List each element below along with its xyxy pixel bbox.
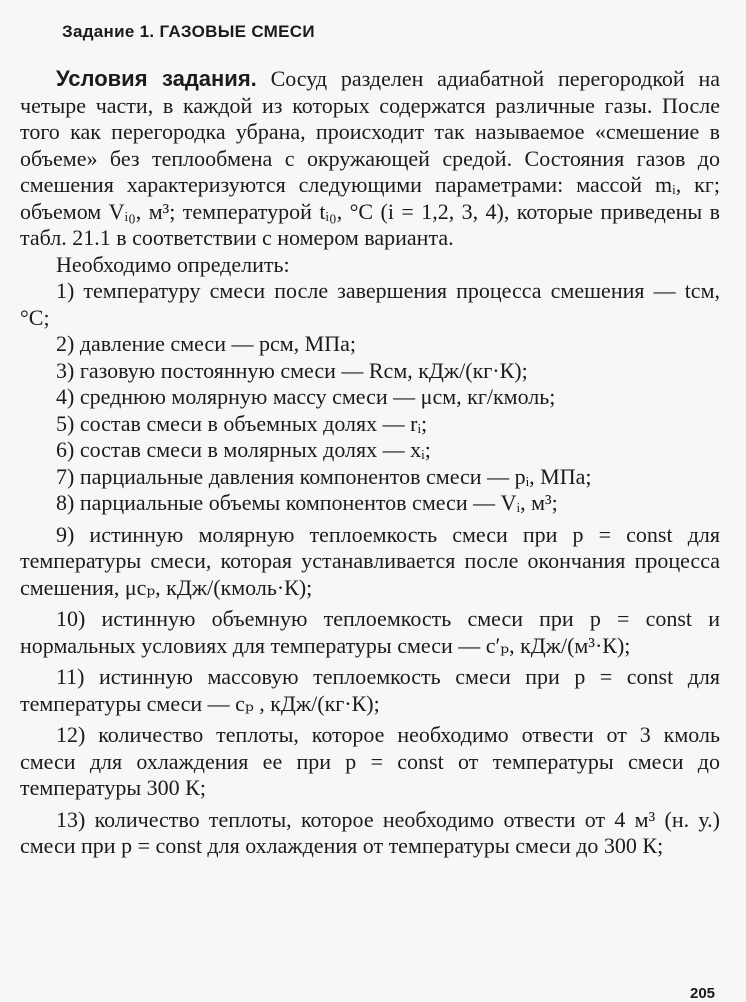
task-body bbox=[20, 66, 720, 860]
list-item: 4) среднюю молярную массу смеси — μсм, кг/кмоль; bbox=[56, 384, 556, 409]
list-item: 6) состав смеси в молярных долях — xᵢ; bbox=[56, 437, 431, 462]
page-title: Задание 1. ГАЗОВЫЕ СМЕСИ bbox=[62, 22, 315, 41]
list-item: 8) парциальные объемы компонентов смеси — Vᵢ, м³; bbox=[56, 490, 558, 515]
list-item: 12) количество теплоты, которое необходимо отвести от 3 кмоль смеси для охлаждения ее при p = const от температуры смеси до температуры 300 К; bbox=[20, 722, 720, 800]
list-item: 13) количество теплоты, которое необходимо отвести от 4 м³ (н. у.) смеси при p = const для охлаждения от температуры смеси до 300 К; bbox=[20, 806, 720, 858]
list-item: 5) состав смеси в объемных долях — rᵢ; bbox=[56, 410, 428, 436]
list-item: 11) истинную массовую теплоемкость смеси при p = const для температуры смеси — cₚ , кДж/(кг·К); bbox=[20, 664, 720, 716]
need-heading: Необходимо определить: bbox=[56, 251, 290, 277]
intro-lead: Условия задания. bbox=[56, 66, 257, 91]
list-item: 3) газовую постоянную смеси — Rсм, кДж/(кг·К); bbox=[56, 357, 528, 383]
list-item: 7) парциальные давления компонентов смеси — pᵢ, МПа; bbox=[56, 463, 592, 489]
list-item: 10) истинную объемную теплоемкость смеси при p = const и нормальных условиях для температуры смеси — c′ₚ, кДж/(м³·К); bbox=[20, 606, 720, 658]
list-item: 9) истинную молярную теплоемкость смеси при p = const для температуры смеси, которая устанавливается после окончания процесса смешения, μcₚ, кДж/(кмоль·К); bbox=[20, 521, 720, 600]
intro-paragraph bbox=[20, 66, 720, 252]
page-number: 205 bbox=[690, 985, 716, 1002]
list-item: 1) температуру смеси после завершения процесса смешения — tсм, °C; bbox=[20, 278, 720, 330]
list-item: 2) давление смеси — pсм, МПа; bbox=[56, 331, 356, 356]
intro-text: Сосуд разделен адиабатной перегородкой на четыре части, в каждой из которых содержатся различные газы. После того как перегородка убрана, происходит так называемое «смешение в объеме» без теплообмена с окружающей средой. Состояния газов до смешения характеризуются следующими параметрами: массой mᵢ, кг; объемом Vᵢ₀, м³; температурой tᵢ₀, °C (i = 1,2, 3, 4), которые приведены в табл. 21.1 в соответствии с номером варианта. bbox=[20, 66, 720, 250]
